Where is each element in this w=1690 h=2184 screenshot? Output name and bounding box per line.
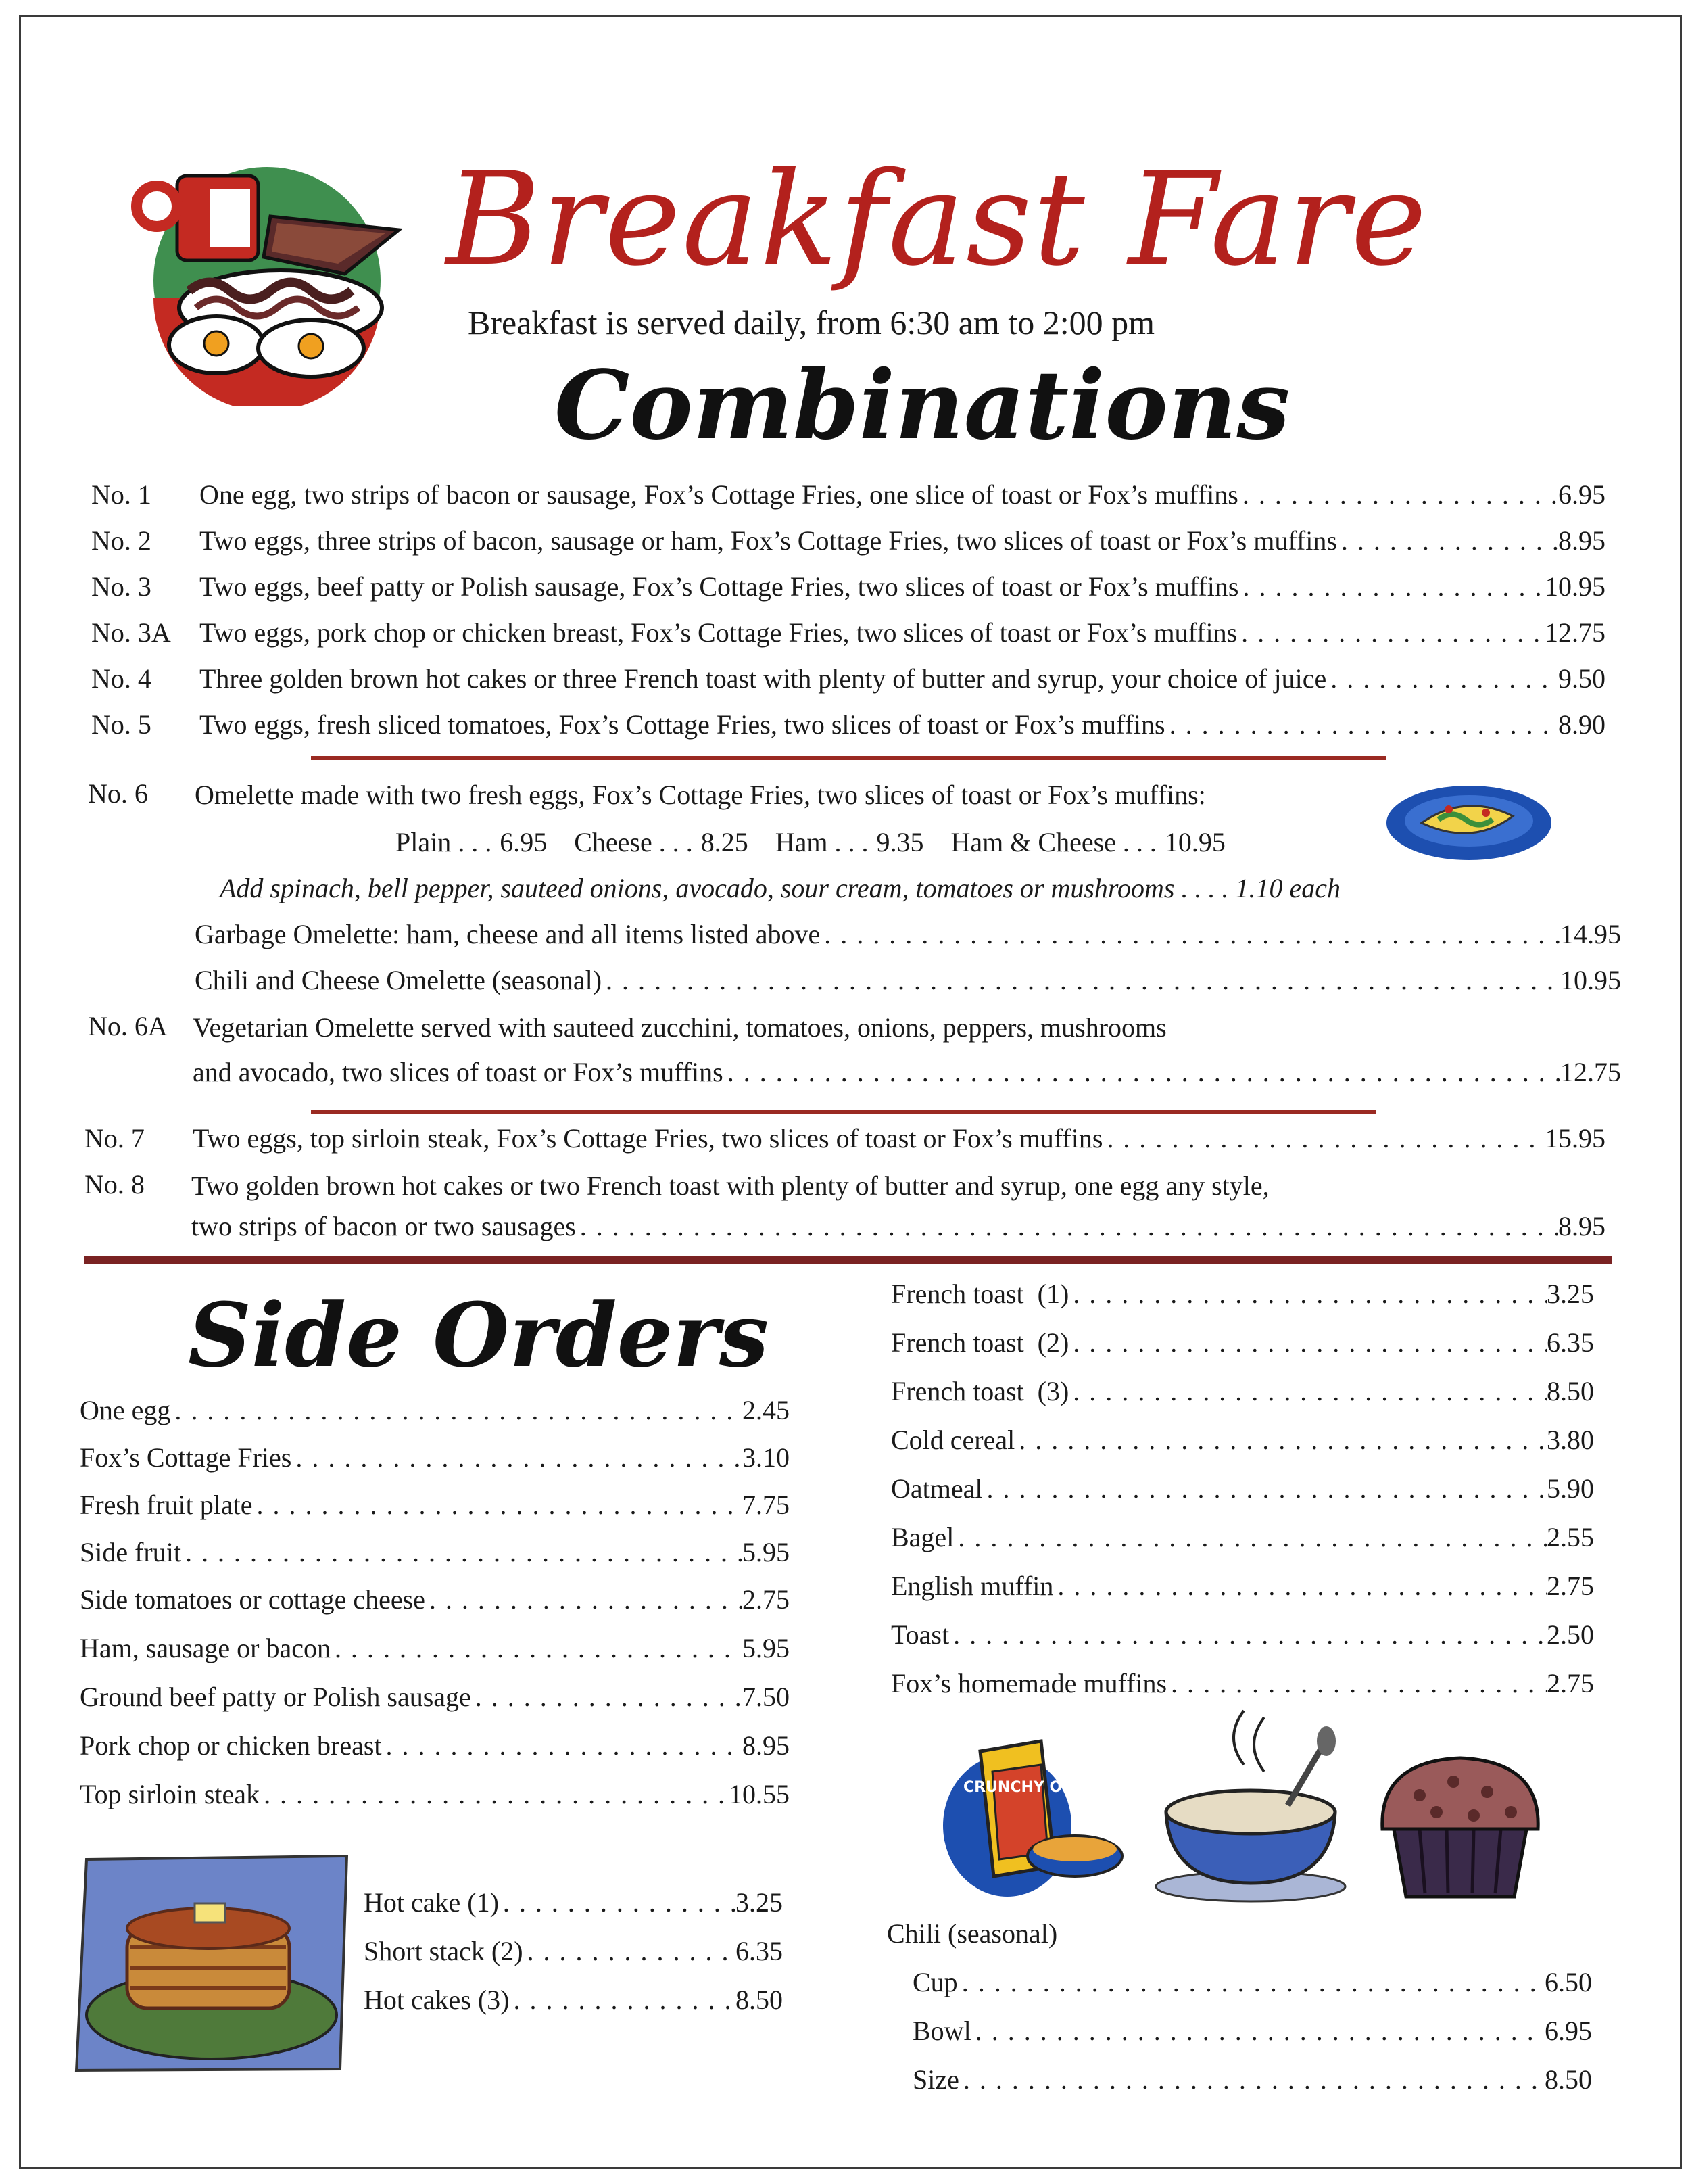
menu-item xyxy=(364,1984,783,2016)
menu-item xyxy=(80,1681,790,1713)
item-description: French toast (3) xyxy=(891,1376,1069,1406)
cereal-box-label: CRUNCHY O's xyxy=(963,1779,1076,1796)
menu-item xyxy=(80,1442,790,1474)
menu-item xyxy=(91,709,1606,741)
item-description: Side tomatoes or cottage cheese xyxy=(80,1584,425,1615)
item-description: Two eggs, beef patty or Polish sausage, Fox’s Cottage Fries, two slices of toast or Fox’s muffins xyxy=(199,571,1239,602)
item-price: 2.75 xyxy=(1547,1571,1594,1601)
item-price: 6.95 xyxy=(1558,479,1606,510)
item-description: Oatmeal xyxy=(891,1473,983,1504)
item-price: 15.95 xyxy=(1545,1123,1606,1154)
item-description: Hot cake (1) xyxy=(364,1887,499,1918)
item-price: 3.25 xyxy=(1547,1279,1594,1309)
menu-item xyxy=(891,1473,1594,1505)
item-price: 5.95 xyxy=(742,1633,790,1663)
item-description: Cup xyxy=(913,1967,958,1997)
item-description: Omelette made with two fresh eggs, Fox’s Cottage Fries, two slices of toast or Fox’s muffins: xyxy=(195,780,1206,810)
leader-dots xyxy=(509,1984,735,2016)
leader-dots xyxy=(253,1489,743,1521)
item-price: 8.95 xyxy=(1558,525,1606,556)
item-description: Fox’s homemade muffins xyxy=(891,1668,1167,1699)
leader-dots xyxy=(1326,663,1558,695)
item-price: 9.50 xyxy=(1558,663,1606,694)
oatmeal-bowl-icon xyxy=(1149,1704,1352,1907)
leader-dots xyxy=(1165,709,1558,741)
menu-item xyxy=(891,1327,1594,1359)
item-price: 2.45 xyxy=(742,1395,790,1425)
item-description: Two eggs, pork chop or chicken breast, Fox’s Cottage Fries, two slices of toast or Fox’s muffins xyxy=(199,617,1238,648)
menu-item xyxy=(80,1584,790,1616)
leader-dots xyxy=(1103,1122,1545,1155)
menu-item xyxy=(195,964,1621,997)
item-description: Two golden brown hot cakes or two French toast with plenty of butter and syrup, one egg any style, xyxy=(191,1170,1270,1201)
muffin-icon xyxy=(1372,1748,1548,1903)
leader-dots xyxy=(1167,1667,1547,1700)
menu-item xyxy=(891,1667,1594,1700)
leader-dots xyxy=(1238,571,1545,603)
leader-dots xyxy=(1237,617,1545,649)
leader-dots xyxy=(971,2015,1545,2047)
cereal-box-icon xyxy=(940,1724,1136,1900)
item-price: 8.50 xyxy=(1547,1376,1594,1406)
leader-dots xyxy=(1069,1327,1547,1359)
item-price: 14.95 xyxy=(1560,919,1621,949)
side-orders-heading: Side Orders xyxy=(188,1283,769,1387)
item-price: 8.50 xyxy=(735,1985,783,2015)
item-number: No. 3 xyxy=(91,571,151,602)
menu-item xyxy=(91,525,1606,557)
item-description: Top sirloin steak xyxy=(80,1779,260,1809)
option-plain: Plain . . . 6.95 xyxy=(395,827,548,857)
item-description: Fox’s Cottage Fries xyxy=(80,1442,292,1473)
chili-heading: Chili (seasonal) xyxy=(887,1918,1058,1949)
item-description: Two eggs, three strips of bacon, sausage or ham, Fox’s Cottage Fries, two slices of toast or Fox’s muffins xyxy=(199,525,1337,556)
main-divider xyxy=(84,1256,1612,1264)
menu-item xyxy=(891,1424,1594,1456)
menu-item xyxy=(80,1394,790,1427)
leader-dots xyxy=(499,1886,735,1919)
item-price: 8.95 xyxy=(1558,1211,1606,1241)
item-price: 8.90 xyxy=(1558,709,1606,740)
leader-dots xyxy=(949,1619,1547,1651)
item-description: Bagel xyxy=(891,1522,955,1552)
pancakes-icon xyxy=(73,1853,350,2076)
item-price: 7.75 xyxy=(742,1490,790,1520)
item-price: 6.35 xyxy=(735,1936,783,1966)
leader-dots xyxy=(181,1536,742,1569)
item-description: Short stack (2) xyxy=(364,1936,523,1966)
menu-item xyxy=(913,2015,1592,2047)
leader-dots xyxy=(820,918,1560,951)
item-price: 6.50 xyxy=(1545,1967,1592,1997)
item-number: No. 7 xyxy=(84,1123,145,1154)
item-description: Pork chop or chicken breast xyxy=(80,1730,382,1761)
leader-dots xyxy=(576,1210,1558,1243)
menu-item xyxy=(191,1210,1606,1243)
item-price: 2.55 xyxy=(1547,1522,1594,1552)
menu-item xyxy=(913,1966,1592,1999)
leader-dots xyxy=(523,1935,735,1968)
item-description: Cold cereal xyxy=(891,1425,1015,1455)
item-number: No. 4 xyxy=(91,663,151,694)
menu-item xyxy=(80,1730,790,1762)
leader-dots xyxy=(954,1521,1547,1554)
leader-dots xyxy=(1069,1375,1547,1408)
item-description: and avocado, two slices of toast or Fox’s muffins xyxy=(193,1057,723,1087)
item-description: One egg, two strips of bacon or sausage, Fox’s Cottage Fries, one slice of toast or Fox’s muffins xyxy=(199,479,1238,510)
leader-dots xyxy=(1053,1570,1547,1603)
leader-dots xyxy=(170,1394,742,1427)
hours-subtitle: Breakfast is served daily, from 6:30 am to 2:00 pm xyxy=(468,304,1155,341)
item-description: French toast (2) xyxy=(891,1327,1069,1358)
item-description: two strips of bacon or two sausages xyxy=(191,1211,576,1241)
option-cheese: Cheese . . . 8.25 xyxy=(574,827,748,857)
item-description: Side fruit xyxy=(80,1537,181,1567)
item-description: Bowl xyxy=(913,2016,971,2046)
item-description: Size xyxy=(913,2064,959,2095)
item-price: 5.95 xyxy=(742,1537,790,1567)
item-price: 3.80 xyxy=(1547,1425,1594,1455)
menu-item xyxy=(364,1886,783,1919)
menu-item xyxy=(364,1935,783,1968)
item-description: Two eggs, top sirloin steak, Fox’s Cottage Fries, two slices of toast or Fox’s muffins xyxy=(193,1123,1103,1154)
item-number: No. 1 xyxy=(91,479,151,510)
item-number: No. 2 xyxy=(91,525,151,556)
menu-item xyxy=(195,918,1621,951)
option-ham: Ham . . . 9.35 xyxy=(775,827,924,857)
menu-item xyxy=(91,663,1606,695)
breakfast-plate-icon xyxy=(115,156,419,406)
item-description: Two eggs, fresh sliced tomatoes, Fox’s Cottage Fries, two slices of toast or Fox’s muffins xyxy=(199,709,1165,740)
omelette-icon xyxy=(1384,779,1553,863)
leader-dots xyxy=(983,1473,1547,1505)
section-divider xyxy=(311,756,1386,760)
leader-dots xyxy=(723,1056,1560,1089)
item-description: English muffin xyxy=(891,1571,1054,1601)
item-price: 10.95 xyxy=(1545,571,1606,602)
leader-dots xyxy=(958,1966,1545,1999)
item-price: 10.55 xyxy=(729,1779,790,1809)
item-number: No. 6A xyxy=(88,1011,168,1041)
item-price: 3.10 xyxy=(742,1442,790,1473)
menu-item xyxy=(91,571,1606,603)
item-price: 6.35 xyxy=(1547,1327,1594,1358)
item-description: Ham, sausage or bacon xyxy=(80,1633,331,1663)
leader-dots xyxy=(1337,525,1558,557)
leader-dots xyxy=(260,1778,729,1811)
option-ham-cheese: Ham & Cheese . . . 10.95 xyxy=(950,827,1226,857)
item-price: 2.50 xyxy=(1547,1619,1594,1650)
item-description: French toast (1) xyxy=(891,1279,1069,1309)
item-price: 6.95 xyxy=(1545,2016,1592,2046)
item-description: Fresh fruit plate xyxy=(80,1490,253,1520)
item-number: No. 3A xyxy=(91,617,171,648)
item-description: Ground beef patty or Polish sausage xyxy=(80,1682,471,1712)
item-price: 5.90 xyxy=(1547,1473,1594,1504)
addons-note: Add spinach, bell pepper, sauteed onions, avocado, sour cream, tomatoes or mushrooms . . . . 1.10 each xyxy=(220,873,1341,903)
menu-item xyxy=(891,1521,1594,1554)
item-price: 8.95 xyxy=(742,1730,790,1761)
item-description: Garbage Omelette: ham, cheese and all items listed above xyxy=(195,919,821,949)
leader-dots xyxy=(291,1442,742,1474)
item-description: Vegetarian Omelette served with sauteed zucchini, tomatoes, onions, peppers, mushrooms xyxy=(193,1012,1167,1043)
item-price: 8.50 xyxy=(1545,2064,1592,2095)
combinations-heading: Combinations xyxy=(554,350,1290,461)
menu-item xyxy=(913,2064,1592,2096)
menu-item xyxy=(193,1056,1621,1089)
item-price: 10.95 xyxy=(1560,965,1621,995)
leader-dots xyxy=(425,1584,742,1616)
leader-dots xyxy=(1015,1424,1547,1456)
item-price: 7.50 xyxy=(742,1682,790,1712)
menu-item xyxy=(891,1570,1594,1603)
menu-item xyxy=(80,1489,790,1521)
page-title: Breakfast Fare xyxy=(446,145,1428,294)
menu-item xyxy=(91,479,1606,511)
leader-dots xyxy=(1238,479,1558,511)
item-description: Toast xyxy=(891,1619,950,1650)
item-price: 2.75 xyxy=(1547,1668,1594,1699)
item-description: Hot cakes (3) xyxy=(364,1985,510,2015)
leader-dots xyxy=(331,1632,742,1665)
item-description: One egg xyxy=(80,1395,171,1425)
leader-dots xyxy=(602,964,1560,997)
item-number: No. 5 xyxy=(91,709,151,740)
item-price: 12.75 xyxy=(1545,617,1606,648)
leader-dots xyxy=(382,1730,742,1762)
section-divider xyxy=(311,1110,1376,1114)
item-description: Three golden brown hot cakes or three French toast with plenty of butter and syrup, your choice of juice xyxy=(199,663,1327,694)
menu-item xyxy=(891,1278,1594,1310)
item-description: Chili and Cheese Omelette (seasonal) xyxy=(195,965,602,995)
item-price: 2.75 xyxy=(742,1584,790,1615)
leader-dots xyxy=(959,2064,1545,2096)
menu-item xyxy=(80,1778,790,1811)
leader-dots xyxy=(471,1681,742,1713)
item-price: 3.25 xyxy=(735,1887,783,1918)
menu-item xyxy=(80,1536,790,1569)
menu-item xyxy=(80,1632,790,1665)
leader-dots xyxy=(1069,1278,1547,1310)
item-price: 12.75 xyxy=(1560,1057,1621,1087)
omelette-options xyxy=(395,826,1246,859)
menu-item xyxy=(84,1122,1606,1155)
menu-item xyxy=(91,617,1606,649)
menu-item xyxy=(891,1375,1594,1408)
item-number: No. 8 xyxy=(84,1169,145,1200)
menu-item xyxy=(891,1619,1594,1651)
item-number: No. 6 xyxy=(88,778,148,809)
